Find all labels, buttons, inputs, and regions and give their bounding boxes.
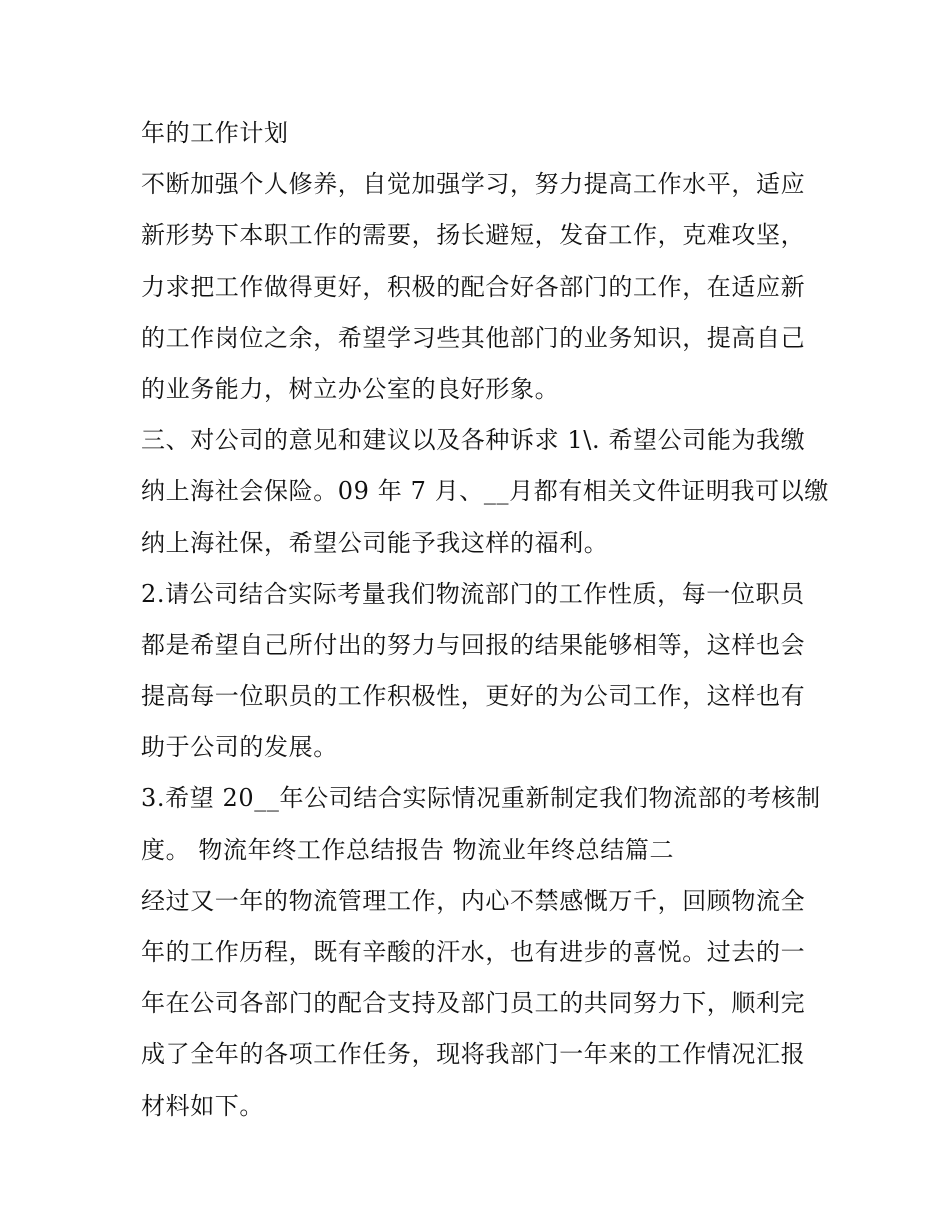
- text-line-9: 纳上海社保，希望公司能予我这样的福利。: [141, 528, 609, 557]
- text-line-8: 纳上海社会保险。09 年 7 月、__月都有相关文件证明我可以缴: [141, 477, 829, 506]
- text-line-2: 不断加强个人修养，自觉加强学习，努力提高工作水平，适应: [141, 170, 806, 199]
- text-line-15: 度。 物流年终工作总结报告 物流业年终总结篇二: [141, 835, 675, 864]
- text-line-7: 三、对公司的意见和建议以及各种诉求 1\. 希望公司能为我缴: [141, 426, 806, 455]
- document-body: [141, 108, 829, 1132]
- text-line-11: 都是希望自己所付出的努力与回报的结果能够相等，这样也会: [141, 630, 806, 659]
- text-line-3: 新形势下本职工作的需要，扬长避短，发奋工作，克难攻坚，: [141, 221, 806, 250]
- text-line-20: 材料如下。: [141, 1091, 264, 1120]
- text-line-16: 经过又一年的物流管理工作，内心不禁感慨万千，回顾物流全: [141, 886, 806, 915]
- text-line-1: 年的工作计划: [141, 119, 289, 147]
- text-line-17: 年的工作历程，既有辛酸的汗水，也有进步的喜悦。过去的一: [141, 938, 806, 966]
- text-line-5: 的工作岗位之余，希望学习些其他部门的业务知识，提高自己: [141, 323, 806, 352]
- text-line-14: 3.希望 20__年公司结合实际情况重新制定我们物流部的考核制: [141, 784, 821, 813]
- text-line-19: 成了全年的各项工作任务，现将我部门一年来的工作情况汇报: [141, 1040, 806, 1069]
- text-line-13: 助于公司的发展。: [141, 733, 338, 762]
- text-line-6: 的业务能力，树立办公室的良好形象。: [141, 374, 560, 403]
- text-line-12: 提高每一位职员的工作积极性，更好的为公司工作，这样也有: [141, 682, 806, 711]
- text-line-18: 年在公司各部门的配合支持及部门员工的共同努力下，顺利完: [141, 989, 806, 1018]
- text-line-4: 力求把工作做得更好，积极的配合好各部门的工作，在适应新: [141, 272, 806, 301]
- text-line-10: 2.请公司结合实际考量我们物流部门的工作性质，每一位职员: [141, 579, 805, 608]
